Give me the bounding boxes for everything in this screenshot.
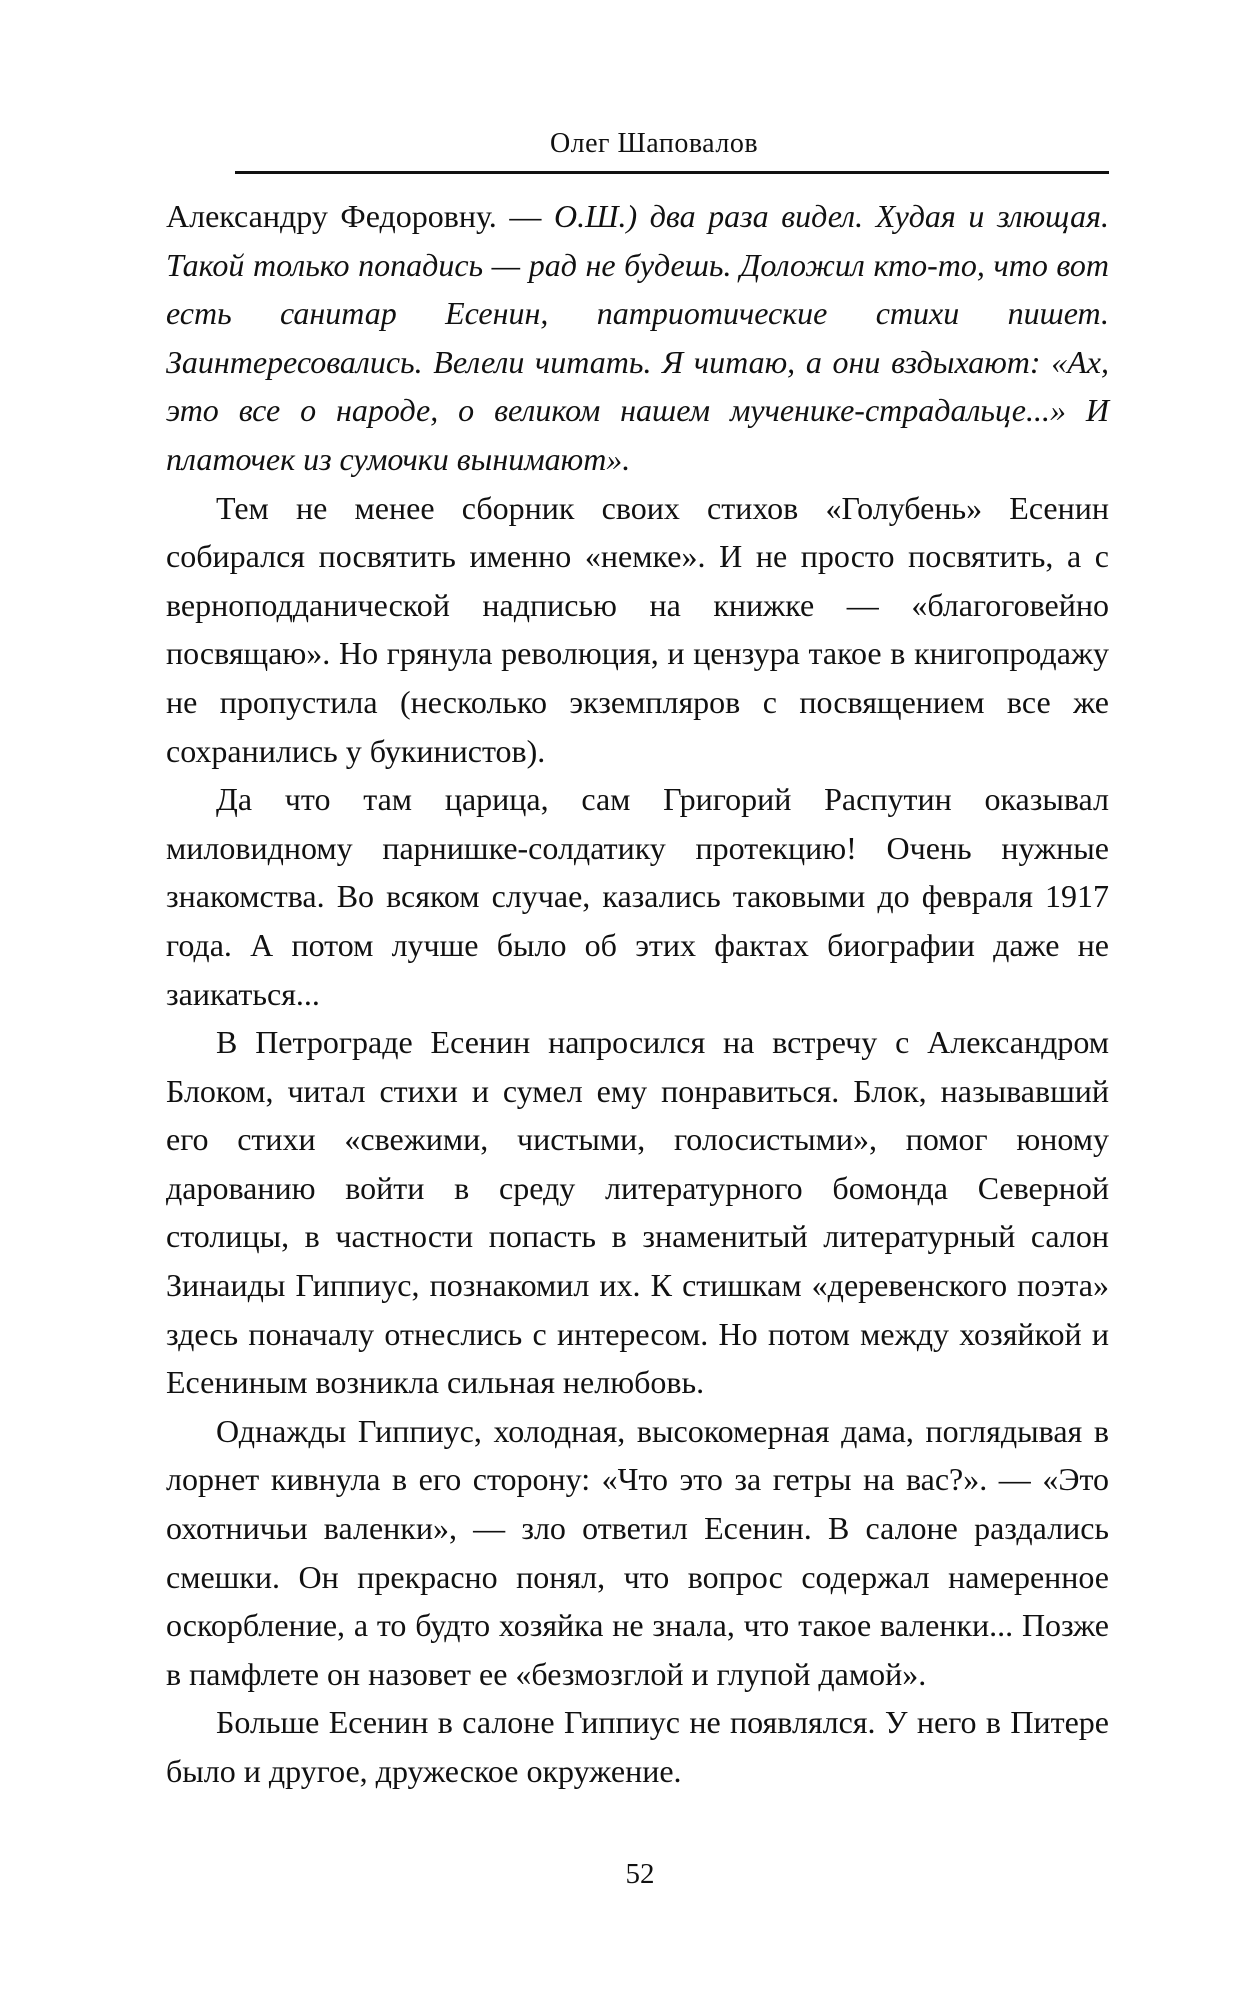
body-text [166, 192, 1109, 1796]
running-head [0, 128, 1248, 160]
paragraph: Да что там царица, сам Григорий Распутин оказывал миловидному парнишке-солдатику протекцию! Очень нужные знакомства. Во всяком случае, казались таковыми до февраля 1917 года. А потом лучше было об этих фактах биографии даже не заикаться... [166, 781, 1109, 1012]
author-name: Олег Шаповалов [549, 128, 759, 159]
paragraph: Однажды Гиппиус, холодная, высокомерная дама, поглядывая в лорнет кивнула в его сторону: «Что это за гетры на вас?». — «Это охотничьи валенки», — зло ответил Есенин. В салоне раздались смешки. Он прекрасно понял, что вопрос содержал намеренное оскорбление, а то будто хозяйка не знала, что такое валенки... Позже в памфлете он назовет ее «безмозглой и глупой дамой». [166, 1412, 1109, 1692]
quote-lead: Александру Федоровну. — [166, 198, 554, 234]
page-number-text: 52 [625, 1858, 655, 1890]
quote-continuation [166, 192, 1109, 484]
page-number [0, 1858, 1248, 1891]
paragraph: В Петрограде Есенин напросился на встречу с Александром Блоком, читал стихи и сумел ему понравиться. Блок, называвший его стихи «свежими, чистыми, голосистыми», помог юному дарованию войти в среду литературного бомонда Северной столицы, в частности попасть в знаменитый литературный салон Зинаиды Гиппиус, познакомил их. К стишкам «деревенского поэта» здесь поначалу отнеслись с интересом. Но потом между хозяйкой и Есениным возникла сильная нелюбовь. [166, 1024, 1109, 1401]
header-rule [235, 171, 1109, 174]
quote-italic: О.Ш.) два раза видел. Худая и злющая. Такой только попадись — рад не будешь. Доложил кто-то, что вот есть санитар Есенин, патриотические стихи пишет. Заинтересовались. Велели читать. Я читаю, а они вздыхают: «Ах, это все о народе, о великом нашем мученике-страдальце...» И платочек из сумочки вынимают». [166, 198, 1109, 477]
paragraph: Больше Есенин в салоне Гиппиус не появлялся. У него в Питере было и другое, дружеское окружение. [166, 1704, 1109, 1789]
paragraph: Тем не менее сборник своих стихов «Голубень» Есенин собирался посвятить именно «немке». И не просто посвятить, а с верноподданической надписью на книжке — «благоговейно посвящаю». Но грянула революция, и цензура такое в книгопродажу не пропустила (несколько экземпляров с посвящением все же сохранились у букинистов). [166, 489, 1109, 769]
